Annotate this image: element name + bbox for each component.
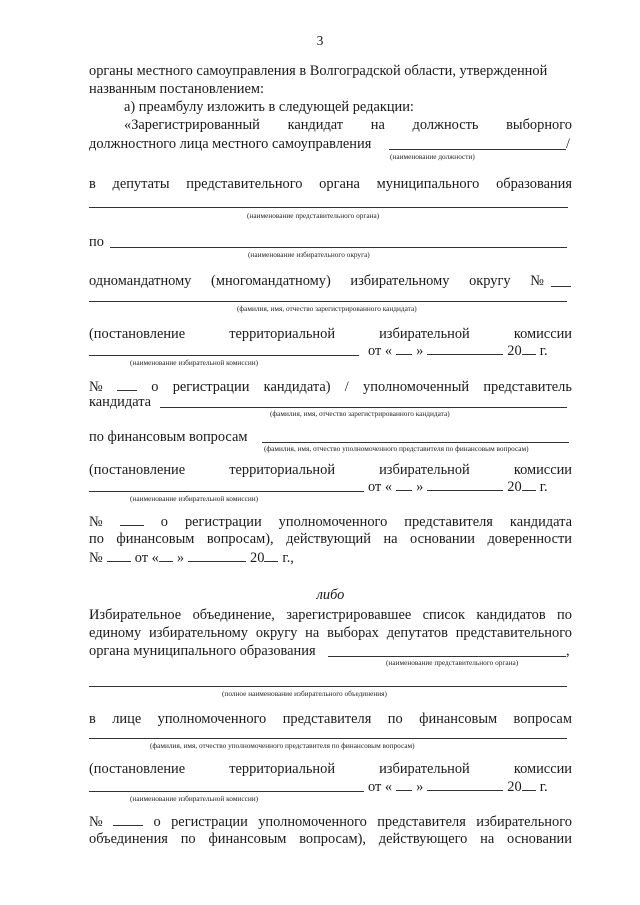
field-caption: (наименование избирательного округа) <box>248 250 370 259</box>
text-line: объединения по финансовым вопросам), действующего на основании <box>89 831 572 847</box>
text-line: органа муниципального образования <box>89 643 316 659</box>
fill-line <box>89 355 359 356</box>
fill-line <box>117 377 137 391</box>
text-line: по <box>89 234 104 250</box>
text-line: / <box>566 136 570 152</box>
text-line: должностного лица местного самоуправления <box>89 136 372 152</box>
fill-line <box>522 341 536 355</box>
fill-line <box>427 777 503 791</box>
text-line: , <box>566 643 570 659</box>
fill-line <box>120 512 144 526</box>
text-line: органы местного самоуправления в Волгоградской области, утвержденной <box>89 63 548 79</box>
fill-line <box>89 491 364 492</box>
text-line: кандидата <box>89 394 152 410</box>
fill-line <box>159 548 173 562</box>
field-caption: (фамилия, имя, отчество зарегистрированного кандидата) <box>270 409 450 418</box>
field-caption: (наименование представительного органа) <box>386 658 519 667</box>
fill-line <box>264 548 278 562</box>
field-caption: (фамилия, имя, отчество уполномоченного представителя по финансовым вопросам) <box>150 741 415 750</box>
text-line: (постановление территориальной избирательной комиссии <box>89 761 572 777</box>
fill-line <box>396 777 412 791</box>
text-line: Избирательное объединение, зарегистрировавшее список кандидатов по <box>89 607 572 623</box>
fill-line <box>522 477 536 491</box>
field-caption: (наименование избирательной комиссии) <box>130 358 259 367</box>
page-number: 3 <box>316 33 324 48</box>
fill-line <box>328 656 566 657</box>
text-line: от « » 20 г. <box>368 779 548 795</box>
field-caption: (фамилия, имя, отчество зарегистрированного кандидата) <box>237 304 417 313</box>
fill-line <box>107 548 131 562</box>
fill-line <box>89 791 364 792</box>
fill-line <box>188 548 246 562</box>
fill-line <box>160 407 567 408</box>
fill-line <box>396 477 412 491</box>
fill-line <box>113 812 143 826</box>
text-line: № о регистрации кандидата) / уполномоченный представитель <box>89 379 572 395</box>
fill-line <box>89 686 567 687</box>
text-line: названным постановлением: <box>89 81 264 97</box>
text-line: (постановление территориальной избирательной комиссии <box>89 462 572 478</box>
fill-line <box>110 247 567 248</box>
text-line: № о регистрации уполномоченного представителя избирательного <box>89 814 572 830</box>
fill-line <box>427 477 503 491</box>
field-caption: (наименование должности) <box>390 152 475 161</box>
fill-line <box>389 149 566 150</box>
field-caption: (наименование избирательной комиссии) <box>130 794 259 803</box>
text-line: в лице уполномоченного представителя по финансовым вопросам <box>89 711 572 727</box>
text-line: а) преамбулу изложить в следующей редакции: <box>124 99 414 115</box>
text-line: по финансовым вопросам), действующий на основании доверенности <box>89 531 572 547</box>
fill-line <box>89 207 568 208</box>
fill-line <box>427 341 503 355</box>
text-line: от « » 20 г. <box>368 343 548 359</box>
text-line: № от « » 20 г., <box>89 550 294 566</box>
text-line: (постановление территориальной избирательной комиссии <box>89 326 572 342</box>
fill-line <box>396 341 412 355</box>
fill-line <box>262 442 569 443</box>
text-line: от « » 20 г. <box>368 479 548 495</box>
fill-line <box>551 286 571 287</box>
field-caption: (наименование представительного органа) <box>247 211 380 220</box>
text-line: «Зарегистрированный кандидат на должность выборного <box>124 117 572 133</box>
fill-line <box>89 738 567 739</box>
text-line: № о регистрации уполномоченного представителя кандидата <box>89 514 572 530</box>
field-caption: (фамилия, имя, отчество уполномоченного представителя по финансовым вопросам) <box>264 444 529 453</box>
field-caption: (полное наименование избирательного объединения) <box>222 689 387 698</box>
text-line: в депутаты представительного органа муниципального образования <box>89 176 572 192</box>
text-line: либо <box>316 587 345 603</box>
fill-line <box>89 301 567 302</box>
text-line: по финансовым вопросам <box>89 429 248 445</box>
fill-line <box>522 777 536 791</box>
text-line: единому избирательному округу на выборах депутатов представительного <box>89 625 572 641</box>
text-line: одномандатному (многомандатному) избирательному округу № <box>89 273 544 289</box>
field-caption: (наименование избирательной комиссии) <box>130 494 259 503</box>
